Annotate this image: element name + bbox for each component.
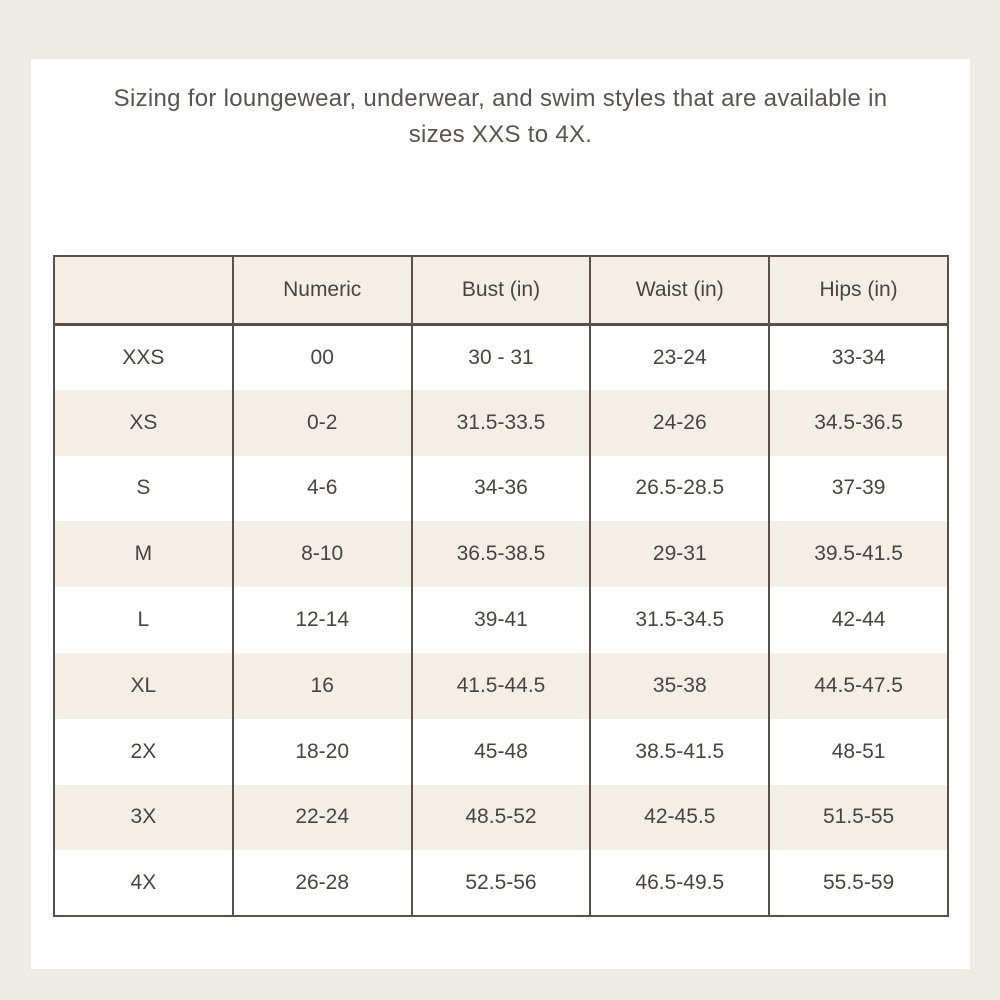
- table-row: [54, 850, 948, 916]
- size-label: S: [54, 456, 233, 522]
- table-row: [54, 785, 948, 851]
- size-label: 3X: [54, 785, 233, 851]
- header-numeric: Numeric: [233, 256, 412, 324]
- size-guide-intro: [31, 81, 970, 153]
- header-waist: Waist (in): [590, 256, 769, 324]
- table-row: [54, 587, 948, 653]
- numeric-cell: 00: [233, 324, 412, 390]
- hips-cell: 44.5-47.5: [769, 653, 948, 719]
- table-row: [54, 719, 948, 785]
- size-label: XL: [54, 653, 233, 719]
- size-label: M: [54, 521, 233, 587]
- waist-cell: 23-24: [590, 324, 769, 390]
- numeric-cell: 22-24: [233, 785, 412, 851]
- numeric-cell: 4-6: [233, 456, 412, 522]
- bust-cell: 31.5-33.5: [412, 390, 591, 456]
- size-label: XXS: [54, 324, 233, 390]
- bust-cell: 30 - 31: [412, 324, 591, 390]
- bust-cell: 41.5-44.5: [412, 653, 591, 719]
- intro-line-1: Sizing for loungewear, underwear, and swim styles that are available in: [113, 85, 888, 112]
- intro-line-2: sizes XXS to 4X.: [408, 121, 593, 148]
- hips-cell: 39.5-41.5: [769, 521, 948, 587]
- hips-cell: 42-44: [769, 587, 948, 653]
- waist-cell: 24-26: [590, 390, 769, 456]
- size-label: XS: [54, 390, 233, 456]
- table-row: [54, 653, 948, 719]
- size-chart-body: [54, 324, 948, 916]
- size-chart-table: [53, 255, 949, 917]
- numeric-cell: 16: [233, 653, 412, 719]
- hips-cell: 48-51: [769, 719, 948, 785]
- waist-cell: 35-38: [590, 653, 769, 719]
- header-bust: Bust (in): [412, 256, 591, 324]
- numeric-cell: 8-10: [233, 521, 412, 587]
- table-row: [54, 390, 948, 456]
- hips-cell: 51.5-55: [769, 785, 948, 851]
- bust-cell: 39-41: [412, 587, 591, 653]
- size-label: L: [54, 587, 233, 653]
- size-label: 2X: [54, 719, 233, 785]
- numeric-cell: 26-28: [233, 850, 412, 916]
- table-row: [54, 456, 948, 522]
- bust-cell: 45-48: [412, 719, 591, 785]
- bust-cell: 48.5-52: [412, 785, 591, 851]
- waist-cell: 42-45.5: [590, 785, 769, 851]
- header-size: [54, 256, 233, 324]
- hips-cell: 37-39: [769, 456, 948, 522]
- waist-cell: 29-31: [590, 521, 769, 587]
- bust-cell: 52.5-56: [412, 850, 591, 916]
- header-row: [54, 256, 948, 324]
- table-row: [54, 521, 948, 587]
- waist-cell: 46.5-49.5: [590, 850, 769, 916]
- waist-cell: 38.5-41.5: [590, 719, 769, 785]
- numeric-cell: 0-2: [233, 390, 412, 456]
- numeric-cell: 18-20: [233, 719, 412, 785]
- waist-cell: 31.5-34.5: [590, 587, 769, 653]
- bust-cell: 36.5-38.5: [412, 521, 591, 587]
- hips-cell: 34.5-36.5: [769, 390, 948, 456]
- table-row: [54, 324, 948, 390]
- bust-cell: 34-36: [412, 456, 591, 522]
- waist-cell: 26.5-28.5: [590, 456, 769, 522]
- numeric-cell: 12-14: [233, 587, 412, 653]
- size-chart-header: [54, 256, 948, 324]
- size-label: 4X: [54, 850, 233, 916]
- hips-cell: 33-34: [769, 324, 948, 390]
- header-hips: Hips (in): [769, 256, 948, 324]
- size-guide-card: [31, 59, 970, 969]
- hips-cell: 55.5-59: [769, 850, 948, 916]
